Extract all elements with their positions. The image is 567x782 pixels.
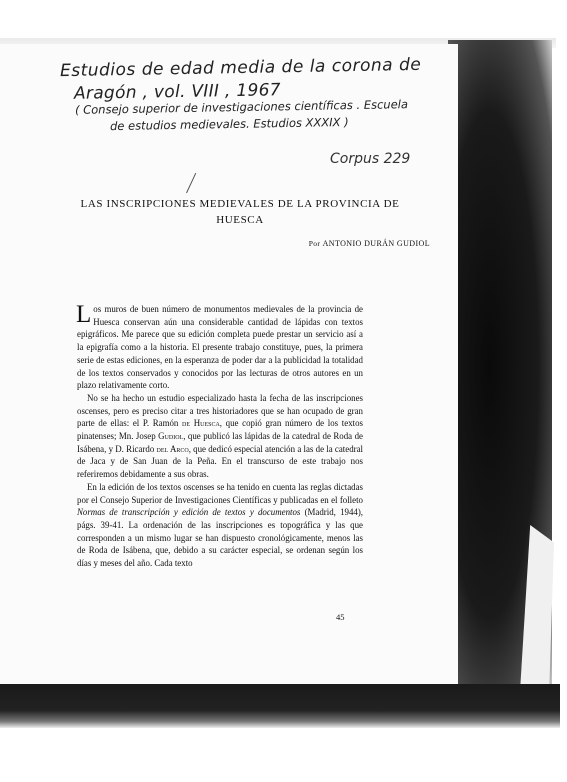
paragraph-1 [77, 303, 363, 392]
paragraph-3 [77, 481, 363, 570]
paragraph-2-text-c: , que publicó las lápidas de la catedral de Roda de Isábena, y D. Ricardo [77, 431, 363, 454]
author-name: ANTONIO DURÁN GUDIOL [322, 239, 430, 248]
name-gudiol: Gudiol [158, 431, 184, 442]
page-number: 45 [336, 612, 345, 622]
paragraph-2-text-d: , que dedicó especial atención a las de la catedral de Jaca y de San Juan de la Peña. En el transcurso de este trabajo nos referiremos debidamente a sus obras. [77, 443, 364, 480]
article-title: LAS INSCRIPCIONES MEDIEVALES DE LA PROVINCIA DE HUESCA [80, 198, 400, 226]
handwritten-note-line-1: Estudios de edad media de la corona de [59, 54, 422, 82]
drop-cap: L [76, 301, 92, 328]
paragraph-2-text-a: No se ha hecho un estudio especializado hasta la fecha de las inscripciones oscenses, pero es preciso citar a tres historiadores que se han ocupado de gran parte de ellas: el P. Ramón [77, 392, 363, 429]
paragraph-2-text-b: , que copió gran número de los textos pinatenses; Mn. Josep [77, 418, 364, 442]
paragraph-2 [77, 392, 363, 481]
handwritten-note-line-3: ( Consejo superior de investigaciones científicas . Escuela [74, 97, 409, 117]
booklet-title: Normas de transcripción y edición de textos y documentos [77, 507, 301, 518]
paragraph-1-text: os muros de buen número de monumentos medievales de la provincia de Huesca conservan aún una considerable cantidad de lápidas con textos epigráficos. Me parece que su edición completa puede prestar un servicio así a la epigrafía como a la historia. El presente trabajo constituye, pues, la primera serie de estas ediciones, en la esperanza de poder dar a la publicidad la totalidad de los textos conservados y conocidos por las lecturas de otros autores en un plazo relativamente corto. [77, 304, 363, 391]
photocopy-shadow-bottom [0, 684, 560, 728]
name-del-arco: del Arco [156, 443, 189, 454]
handwritten-corpus-note: Corpus 229 [330, 151, 411, 167]
handwritten-note-line-4: de estudios medievales. Estudios XXXIX ) [109, 114, 349, 134]
paragraph-3-text-a: En la edición de los textos oscenses se ha tenido en cuenta las reglas dictadas por el Consejo Superior de Investigaciones Científicas y publicadas en el folleto [77, 481, 363, 505]
author-prefix: Por [308, 239, 321, 248]
article-body [77, 303, 363, 570]
paragraph-3-text-b: (Madrid, 1944), págs. 39-41. La ordenación de las inscripciones es topográfica y las que corresponden a un mismo lugar se han dispuesto cronológicamente, menos las de Roda de Isábena, que, debido a su carácter especial, se ordenan según los días y meses del año. Cada texto [77, 507, 363, 569]
handwritten-note-line-2: Aragón , vol. VIII , 1967 [73, 80, 282, 104]
article-author [230, 239, 430, 248]
name-de-huesca: de Huesca [182, 418, 220, 429]
